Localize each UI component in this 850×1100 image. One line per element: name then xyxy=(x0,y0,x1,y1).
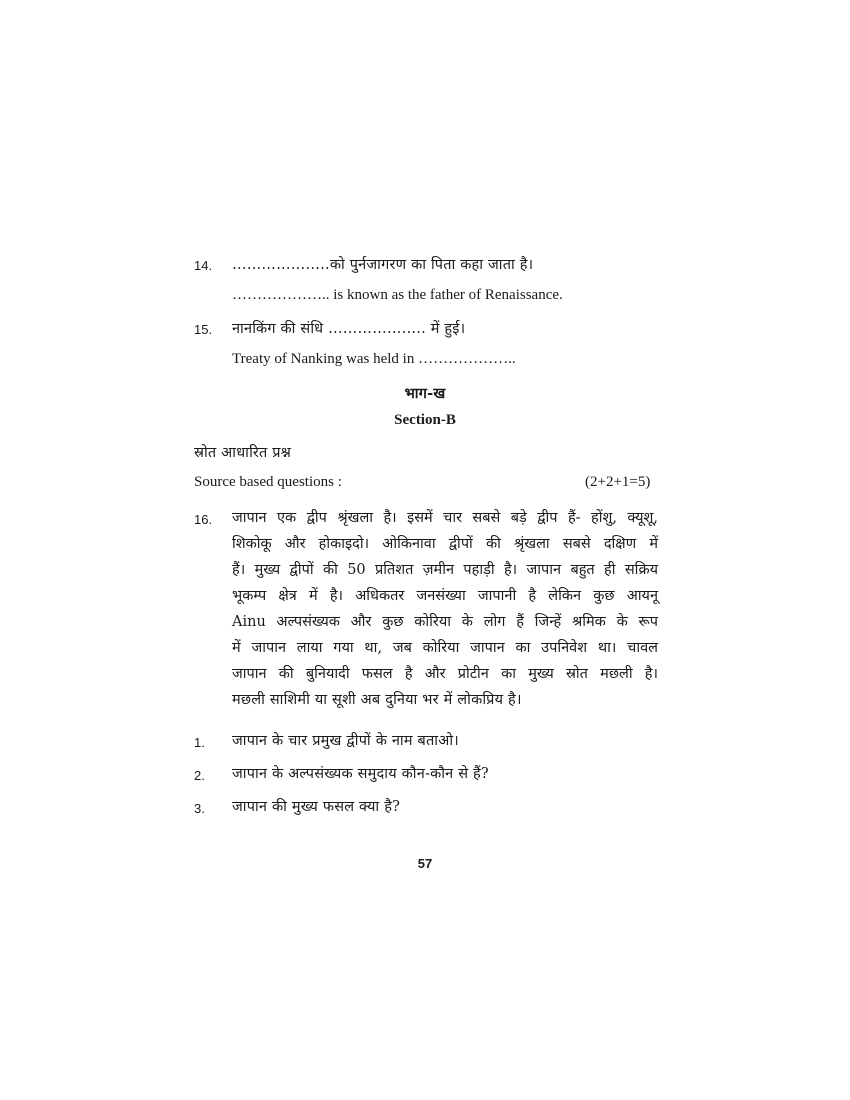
sub-question-2-number: 2. xyxy=(194,768,205,783)
sub-question-3-text: जापान की मुख्य फसल क्या है? xyxy=(232,799,401,815)
marks-allocation: (2+2+1=5) xyxy=(585,474,651,490)
passage-line: Ainu अल्पसंख्यक और कुछ कोरिया के लोग हैं जिन्हें श्रमिक के रूप xyxy=(232,614,658,630)
question-15-number: 15. xyxy=(194,322,213,337)
sub-question-2-text: जापान के अल्पसंख्यक समुदाय कौन-कौन से हैं? xyxy=(232,766,489,782)
question-14-english: ……………….. is known as the father of Renaissance. xyxy=(232,287,563,303)
sub-question-1-text: जापान के चार प्रमुख द्वीपों के नाम बताओ। xyxy=(232,733,459,749)
question-14-number: 14. xyxy=(194,258,213,273)
question-15-hindi: नानकिंग की संधि ……………….. में हुई। xyxy=(232,321,466,337)
passage-line: हैं। मुख्य द्वीपों की 50 प्रतिशत ज़मीन पहाड़ी है। जापान बहुत ही सक्रिय xyxy=(232,562,658,578)
passage-line: में जापान लाया गया था, जब कोरिया जापान का उपनिवेश था। चावल xyxy=(232,640,658,656)
section-hindi-title: भाग-ख xyxy=(404,385,446,402)
section-hindi-subtitle: स्रोत आधारित प्रश्न xyxy=(194,445,292,461)
sub-question-1-number: 1. xyxy=(194,735,205,750)
page-number: 57 xyxy=(417,856,433,871)
passage-line: जापान की बुनियादी फसल है और प्रोटीन का मुख्य स्रोत मछली है। xyxy=(232,666,658,682)
question-15-english: Treaty of Nanking was held in ……………….. xyxy=(232,351,516,367)
section-english-subtitle: Source based questions : xyxy=(194,474,342,490)
section-english-title: Section-B xyxy=(394,412,456,428)
sub-question-3-number: 3. xyxy=(194,801,205,816)
passage-line: जापान एक द्वीप श्रृंखला है। इसमें चार सबसे बड़े द्वीप हैं- होंशु, क्यूशू, xyxy=(232,510,658,526)
question-16-number: 16. xyxy=(194,512,213,527)
passage-line: शिकोकू और होकाइदो। ओकिनावा द्वीपों की श्रृंखला सबसे दक्षिण में xyxy=(232,536,658,552)
passage-line: भूकम्प क्षेत्र में है। अधिकतर जनसंख्या जापानी है लेकिन कुछ आयनू xyxy=(232,588,658,604)
question-14-hindi: ………………..को पुर्नजागरण का पिता कहा जाता है। xyxy=(232,257,534,273)
passage-line: मछली साशिमी या सूशी अब दुनिया भर में लोकप्रिय है। xyxy=(232,692,522,708)
